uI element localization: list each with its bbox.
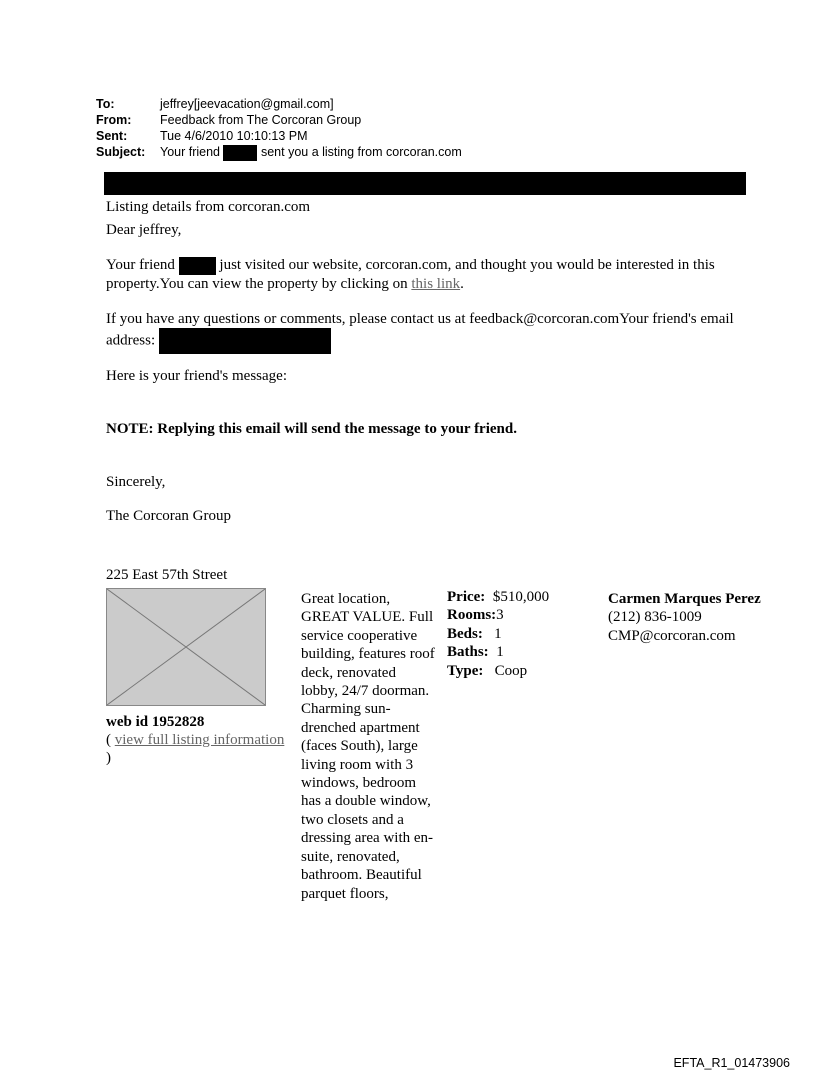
friend-pre: Your friend	[106, 257, 175, 273]
type-value: Coop	[494, 662, 528, 679]
type-label: Type:	[447, 662, 484, 679]
to-row	[96, 96, 462, 112]
agent-contact	[608, 590, 768, 645]
redaction-box	[223, 145, 257, 161]
redaction-box	[159, 328, 331, 354]
from-value: Feedback from The Corcoran Group	[160, 113, 362, 127]
friend-post: just visited our website, corcoran.com, and thought you would be interested in this property.You can view the property by clicking on	[106, 257, 715, 292]
view-listing-row: ( view full listing information	[106, 732, 285, 748]
rooms-value: 3	[496, 607, 504, 624]
document-id: EFTA_R1_01473906	[673, 1056, 790, 1070]
rooms-row	[447, 606, 549, 624]
questions-paragraph	[106, 310, 756, 354]
this-link[interactable]: this link	[411, 275, 461, 292]
listing-details-line: Listing details from corcoran.com	[106, 199, 311, 215]
sent-label: Sent:	[96, 129, 128, 143]
baths-row	[447, 643, 549, 661]
listing-specs	[447, 588, 549, 680]
beds-label: Beds:	[447, 625, 483, 642]
sent-value: Tue 4/6/2010 10:10:13 PM	[160, 129, 308, 143]
baths-value: 1	[496, 644, 504, 661]
message-intro: Here is your friend's message:	[106, 367, 287, 384]
to-value: jeffrey[jeevacation@gmail.com]	[160, 97, 334, 111]
agent-phone: (212) 836-1009	[608, 609, 702, 626]
from-row	[96, 112, 462, 128]
type-row	[447, 662, 549, 680]
subject-pre: Your friend	[160, 145, 220, 159]
friend-paragraph: Your friend just visited our website, corcoran.com, and thought you would be interested in this property.You can view the property by clicking on this link.	[106, 257, 715, 292]
agent-name: Carmen Marques Perez	[608, 591, 761, 607]
image-placeholder-icon	[107, 589, 265, 705]
redaction-banner	[104, 172, 746, 195]
listing-address: 225 East 57th Street	[106, 567, 228, 583]
to-label: To:	[96, 97, 115, 111]
questions-text: If you have any questions or comments, please contact us at feedback@corcoran.comYour friend's email address:	[106, 310, 734, 348]
signature: The Corcoran Group	[106, 507, 231, 524]
subject-row	[96, 144, 462, 161]
email-body	[106, 198, 756, 525]
beds-row	[447, 625, 549, 643]
web-id: web id 1952828	[106, 714, 205, 730]
rooms-label: Rooms:	[447, 607, 497, 624]
price-value: $510,000	[492, 589, 550, 605]
price-label: Price:	[447, 589, 486, 605]
greeting: Dear jeffrey,	[106, 222, 182, 238]
from-label: From:	[96, 113, 132, 127]
subject-label: Subject:	[96, 145, 146, 159]
beds-value: 1	[494, 625, 502, 642]
close-paren: )	[106, 750, 111, 766]
price-row	[447, 588, 549, 606]
note: NOTE: Replying this email will send the message to your friend.	[106, 420, 517, 437]
agent-email: CMP@corcoran.com	[608, 627, 736, 644]
baths-label: Baths:	[447, 644, 489, 661]
listing-description: Great location, GREAT VALUE. Full service cooperative building, features roof deck, renovated lobby, 24/7 doorman. Charming sun-drenched apartment (faces South), large living room with 3 windows, bedroom has a double window, two closets and a dressing area with en-suite, renovated, bathroom. Beautiful parquet floors,	[301, 591, 435, 902]
subject-post: sent you a listing from corcoran.com	[260, 145, 462, 159]
web-id-block	[106, 713, 296, 767]
listing-photo-placeholder[interactable]	[106, 588, 266, 706]
view-full-listing-link[interactable]: view full listing information	[114, 732, 285, 748]
redaction-box	[179, 257, 216, 275]
sent-row	[96, 128, 462, 144]
sincerely: Sincerely,	[106, 473, 166, 490]
email-header	[96, 96, 462, 161]
